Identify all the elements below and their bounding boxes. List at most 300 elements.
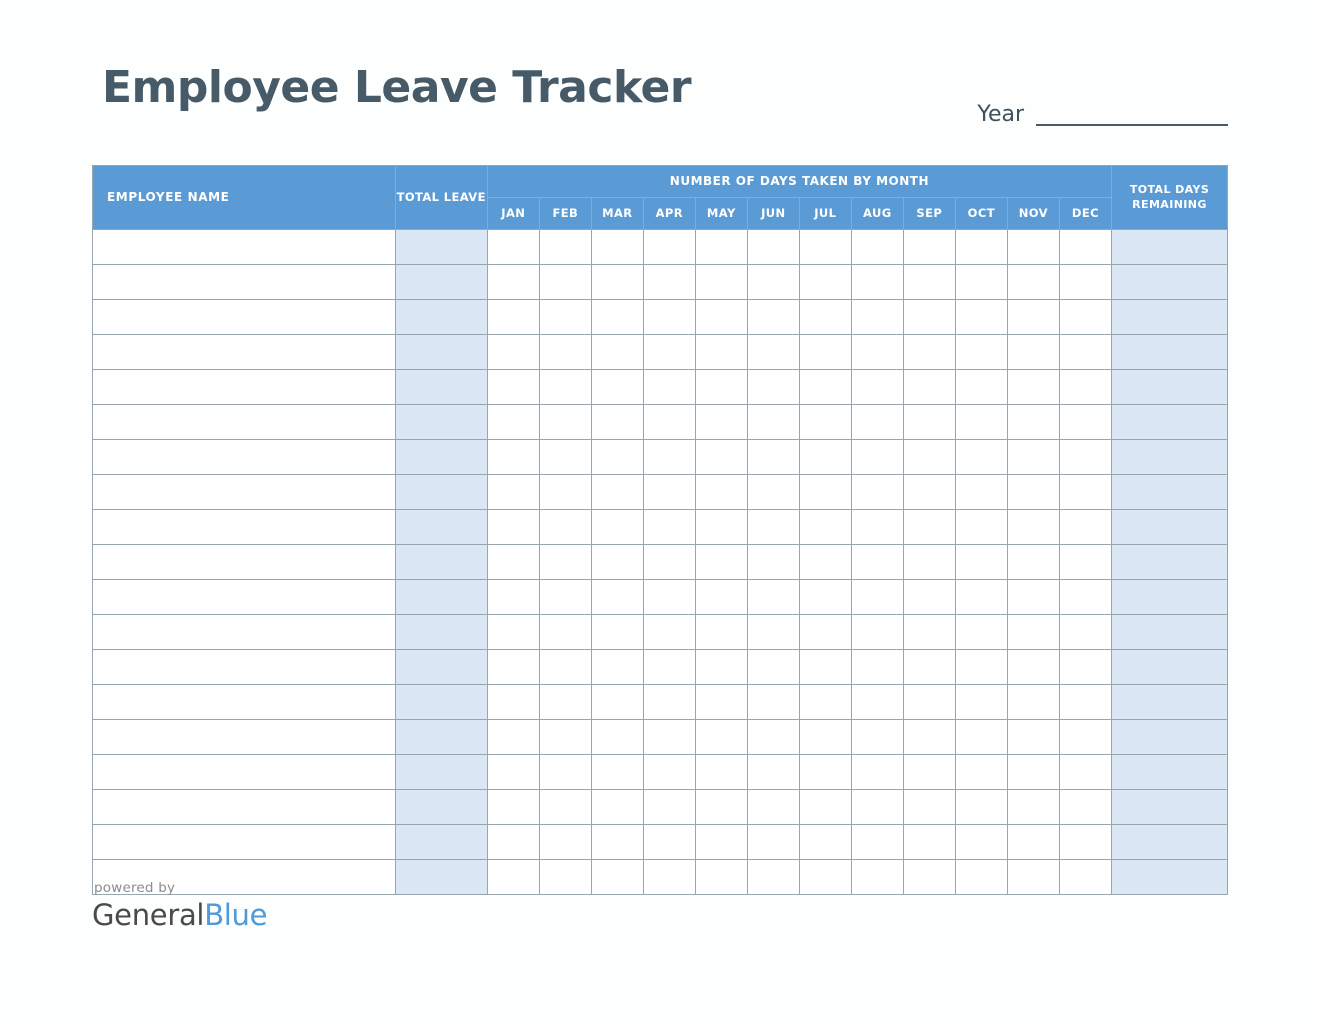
cell-month-sep[interactable] [903,405,955,440]
cell-month-sep[interactable] [903,825,955,860]
cell-month-apr[interactable] [643,650,695,685]
cell-month-feb[interactable] [539,335,591,370]
cell-total-leave[interactable] [395,335,487,370]
cell-month-apr[interactable] [643,405,695,440]
cell-month-jul[interactable] [799,440,851,475]
table-row [93,720,1228,755]
cell-month-jan[interactable] [487,335,539,370]
cell-month-sep[interactable] [903,790,955,825]
cell-month-jun[interactable] [747,685,799,720]
cell-employee-name[interactable] [93,510,396,545]
cell-month-mar[interactable] [591,790,643,825]
cell-employee-name[interactable] [93,230,396,265]
cell-month-sep[interactable] [903,300,955,335]
cell-employee-name[interactable] [93,265,396,300]
cell-month-dec[interactable] [1059,580,1111,615]
cell-month-jun[interactable] [747,790,799,825]
cell-month-jun[interactable] [747,405,799,440]
cell-month-nov[interactable] [1007,370,1059,405]
cell-month-apr[interactable] [643,510,695,545]
cell-month-dec[interactable] [1059,720,1111,755]
cell-total-days-remaining[interactable] [1112,650,1228,685]
cell-month-feb[interactable] [539,230,591,265]
cell-month-aug[interactable] [851,545,903,580]
cell-month-apr[interactable] [643,720,695,755]
cell-employee-name[interactable] [93,825,396,860]
cell-month-oct[interactable] [955,615,1007,650]
cell-total-days-remaining[interactable] [1112,440,1228,475]
cell-month-jun[interactable] [747,825,799,860]
cell-month-jul[interactable] [799,650,851,685]
cell-month-feb[interactable] [539,265,591,300]
cell-month-oct[interactable] [955,510,1007,545]
cell-month-sep[interactable] [903,720,955,755]
cell-month-nov[interactable] [1007,790,1059,825]
cell-total-leave[interactable] [395,265,487,300]
cell-month-jun[interactable] [747,860,799,895]
cell-month-jun[interactable] [747,510,799,545]
cell-employee-name[interactable] [93,685,396,720]
cell-month-jun[interactable] [747,265,799,300]
cell-month-dec[interactable] [1059,860,1111,895]
cell-month-nov[interactable] [1007,650,1059,685]
year-input[interactable] [1036,100,1228,126]
cell-month-may[interactable] [695,615,747,650]
cell-month-oct[interactable] [955,790,1007,825]
cell-total-days-remaining[interactable] [1112,720,1228,755]
cell-month-feb[interactable] [539,615,591,650]
cell-month-jul[interactable] [799,230,851,265]
cell-total-leave[interactable] [395,825,487,860]
cell-month-aug[interactable] [851,860,903,895]
cell-month-aug[interactable] [851,580,903,615]
cell-total-days-remaining[interactable] [1112,370,1228,405]
cell-month-may[interactable] [695,650,747,685]
cell-month-feb[interactable] [539,720,591,755]
cell-month-sep[interactable] [903,265,955,300]
cell-month-dec[interactable] [1059,510,1111,545]
cell-employee-name[interactable] [93,475,396,510]
cell-month-mar[interactable] [591,510,643,545]
cell-month-mar[interactable] [591,755,643,790]
cell-employee-name[interactable] [93,650,396,685]
cell-total-days-remaining[interactable] [1112,685,1228,720]
cell-month-mar[interactable] [591,615,643,650]
cell-month-sep[interactable] [903,440,955,475]
cell-month-feb[interactable] [539,650,591,685]
cell-month-nov[interactable] [1007,720,1059,755]
cell-month-may[interactable] [695,580,747,615]
cell-month-mar[interactable] [591,475,643,510]
cell-month-mar[interactable] [591,545,643,580]
cell-month-may[interactable] [695,720,747,755]
cell-month-nov[interactable] [1007,685,1059,720]
cell-month-jun[interactable] [747,300,799,335]
cell-month-dec[interactable] [1059,300,1111,335]
cell-month-jun[interactable] [747,720,799,755]
cell-total-days-remaining[interactable] [1112,580,1228,615]
cell-total-days-remaining[interactable] [1112,790,1228,825]
cell-month-nov[interactable] [1007,300,1059,335]
cell-employee-name[interactable] [93,790,396,825]
cell-month-jan[interactable] [487,510,539,545]
cell-month-jan[interactable] [487,300,539,335]
cell-month-apr[interactable] [643,790,695,825]
cell-month-jan[interactable] [487,790,539,825]
cell-month-sep[interactable] [903,510,955,545]
cell-month-oct[interactable] [955,230,1007,265]
cell-month-apr[interactable] [643,860,695,895]
cell-month-may[interactable] [695,300,747,335]
cell-month-aug[interactable] [851,370,903,405]
cell-month-mar[interactable] [591,685,643,720]
cell-month-aug[interactable] [851,615,903,650]
cell-month-dec[interactable] [1059,335,1111,370]
cell-month-mar[interactable] [591,720,643,755]
cell-month-jul[interactable] [799,580,851,615]
cell-total-leave[interactable] [395,580,487,615]
column-header-month-may: MAY [695,198,747,230]
cell-employee-name[interactable] [93,580,396,615]
year-label: Year [977,102,1024,127]
cell-month-feb[interactable] [539,370,591,405]
cell-month-apr[interactable] [643,370,695,405]
cell-month-mar[interactable] [591,405,643,440]
cell-month-nov[interactable] [1007,230,1059,265]
cell-month-mar[interactable] [591,440,643,475]
cell-month-feb[interactable] [539,685,591,720]
cell-month-jul[interactable] [799,300,851,335]
cell-total-leave[interactable] [395,475,487,510]
cell-total-days-remaining[interactable] [1112,755,1228,790]
cell-month-jan[interactable] [487,545,539,580]
cell-total-days-remaining[interactable] [1112,265,1228,300]
cell-month-sep[interactable] [903,860,955,895]
table-row [93,650,1228,685]
cell-month-sep[interactable] [903,370,955,405]
cell-month-mar[interactable] [591,860,643,895]
cell-month-feb[interactable] [539,300,591,335]
cell-month-sep[interactable] [903,650,955,685]
cell-month-feb[interactable] [539,790,591,825]
cell-month-apr[interactable] [643,545,695,580]
cell-month-jan[interactable] [487,370,539,405]
cell-month-mar[interactable] [591,335,643,370]
cell-total-leave[interactable] [395,510,487,545]
cell-total-leave[interactable] [395,860,487,895]
cell-month-jun[interactable] [747,545,799,580]
cell-employee-name[interactable] [93,545,396,580]
cell-month-may[interactable] [695,825,747,860]
cell-month-jul[interactable] [799,510,851,545]
cell-total-leave[interactable] [395,440,487,475]
cell-total-days-remaining[interactable] [1112,545,1228,580]
cell-employee-name[interactable] [93,405,396,440]
cell-month-aug[interactable] [851,230,903,265]
cell-month-nov[interactable] [1007,510,1059,545]
cell-month-mar[interactable] [591,265,643,300]
cell-month-feb[interactable] [539,860,591,895]
cell-total-leave[interactable] [395,370,487,405]
cell-month-jul[interactable] [799,545,851,580]
column-header-month-aug: AUG [851,198,903,230]
cell-month-may[interactable] [695,265,747,300]
cell-month-oct[interactable] [955,370,1007,405]
cell-month-sep[interactable] [903,545,955,580]
cell-month-jul[interactable] [799,370,851,405]
cell-month-feb[interactable] [539,440,591,475]
cell-month-dec[interactable] [1059,230,1111,265]
cell-month-apr[interactable] [643,580,695,615]
cell-month-apr[interactable] [643,300,695,335]
cell-month-dec[interactable] [1059,825,1111,860]
cell-month-oct[interactable] [955,545,1007,580]
cell-month-mar[interactable] [591,650,643,685]
cell-month-aug[interactable] [851,300,903,335]
cell-month-sep[interactable] [903,335,955,370]
cell-month-nov[interactable] [1007,265,1059,300]
cell-month-may[interactable] [695,685,747,720]
cell-month-mar[interactable] [591,825,643,860]
cell-month-jan[interactable] [487,440,539,475]
cell-month-feb[interactable] [539,475,591,510]
cell-month-jun[interactable] [747,615,799,650]
cell-month-jul[interactable] [799,685,851,720]
cell-month-apr[interactable] [643,825,695,860]
cell-employee-name[interactable] [93,370,396,405]
table-row [93,300,1228,335]
cell-total-leave[interactable] [395,755,487,790]
cell-month-nov[interactable] [1007,580,1059,615]
cell-month-oct[interactable] [955,580,1007,615]
cell-month-feb[interactable] [539,755,591,790]
cell-month-oct[interactable] [955,300,1007,335]
cell-total-days-remaining[interactable] [1112,300,1228,335]
cell-total-leave[interactable] [395,545,487,580]
cell-month-aug[interactable] [851,685,903,720]
cell-month-oct[interactable] [955,265,1007,300]
cell-total-leave[interactable] [395,405,487,440]
cell-month-oct[interactable] [955,860,1007,895]
table-row [93,755,1228,790]
cell-month-mar[interactable] [591,230,643,265]
cell-month-may[interactable] [695,370,747,405]
cell-month-jan[interactable] [487,650,539,685]
cell-month-apr[interactable] [643,440,695,475]
cell-month-may[interactable] [695,860,747,895]
cell-month-aug[interactable] [851,825,903,860]
cell-month-sep[interactable] [903,685,955,720]
cell-month-oct[interactable] [955,475,1007,510]
cell-total-leave[interactable] [395,790,487,825]
cell-total-leave[interactable] [395,650,487,685]
cell-month-nov[interactable] [1007,545,1059,580]
cell-total-days-remaining[interactable] [1112,405,1228,440]
cell-total-days-remaining[interactable] [1112,230,1228,265]
table-row [93,475,1228,510]
cell-month-aug[interactable] [851,790,903,825]
cell-month-jul[interactable] [799,475,851,510]
cell-month-feb[interactable] [539,545,591,580]
cell-month-jan[interactable] [487,825,539,860]
cell-employee-name[interactable] [93,335,396,370]
cell-month-sep[interactable] [903,475,955,510]
footer-branding [92,880,267,932]
cell-month-nov[interactable] [1007,860,1059,895]
cell-month-aug[interactable] [851,475,903,510]
cell-month-jul[interactable] [799,860,851,895]
cell-month-jul[interactable] [799,825,851,860]
cell-month-apr[interactable] [643,615,695,650]
cell-month-dec[interactable] [1059,755,1111,790]
cell-month-sep[interactable] [903,615,955,650]
cell-month-jul[interactable] [799,615,851,650]
cell-month-may[interactable] [695,755,747,790]
cell-month-may[interactable] [695,545,747,580]
cell-month-apr[interactable] [643,475,695,510]
cell-month-jun[interactable] [747,755,799,790]
cell-month-may[interactable] [695,230,747,265]
cell-month-aug[interactable] [851,720,903,755]
cell-month-jul[interactable] [799,790,851,825]
cell-month-apr[interactable] [643,335,695,370]
cell-month-sep[interactable] [903,755,955,790]
cell-month-dec[interactable] [1059,405,1111,440]
cell-month-dec[interactable] [1059,545,1111,580]
cell-month-jan[interactable] [487,265,539,300]
cell-month-oct[interactable] [955,685,1007,720]
cell-month-dec[interactable] [1059,685,1111,720]
cell-month-dec[interactable] [1059,265,1111,300]
cell-month-dec[interactable] [1059,790,1111,825]
cell-total-leave[interactable] [395,615,487,650]
cell-month-nov[interactable] [1007,825,1059,860]
cell-month-dec[interactable] [1059,440,1111,475]
cell-month-jun[interactable] [747,370,799,405]
cell-month-aug[interactable] [851,755,903,790]
cell-month-may[interactable] [695,405,747,440]
cell-month-nov[interactable] [1007,475,1059,510]
cell-month-aug[interactable] [851,405,903,440]
cell-month-apr[interactable] [643,685,695,720]
cell-month-may[interactable] [695,440,747,475]
cell-month-oct[interactable] [955,650,1007,685]
cell-month-jan[interactable] [487,755,539,790]
cell-total-leave[interactable] [395,685,487,720]
cell-month-jan[interactable] [487,615,539,650]
cell-total-leave[interactable] [395,230,487,265]
column-header-month-apr: APR [643,198,695,230]
cell-month-nov[interactable] [1007,440,1059,475]
cell-month-jan[interactable] [487,860,539,895]
cell-month-nov[interactable] [1007,615,1059,650]
cell-month-apr[interactable] [643,265,695,300]
cell-employee-name[interactable] [93,615,396,650]
cell-month-may[interactable] [695,790,747,825]
cell-month-sep[interactable] [903,230,955,265]
cell-total-days-remaining[interactable] [1112,335,1228,370]
cell-month-jun[interactable] [747,230,799,265]
cell-month-mar[interactable] [591,580,643,615]
cell-employee-name[interactable] [93,720,396,755]
cell-month-dec[interactable] [1059,475,1111,510]
column-header-month-nov: NOV [1007,198,1059,230]
cell-total-days-remaining[interactable] [1112,825,1228,860]
cell-month-may[interactable] [695,510,747,545]
cell-month-jul[interactable] [799,335,851,370]
cell-month-mar[interactable] [591,370,643,405]
powered-by-label: powered by [94,880,176,896]
cell-month-oct[interactable] [955,755,1007,790]
cell-month-jul[interactable] [799,405,851,440]
cell-month-jun[interactable] [747,580,799,615]
cell-month-nov[interactable] [1007,755,1059,790]
cell-month-jan[interactable] [487,405,539,440]
cell-month-aug[interactable] [851,265,903,300]
cell-month-mar[interactable] [591,300,643,335]
cell-month-nov[interactable] [1007,335,1059,370]
cell-month-feb[interactable] [539,510,591,545]
cell-employee-name[interactable] [93,300,396,335]
cell-total-days-remaining[interactable] [1112,860,1228,895]
cell-month-aug[interactable] [851,335,903,370]
cell-month-jul[interactable] [799,720,851,755]
cell-month-oct[interactable] [955,825,1007,860]
cell-month-aug[interactable] [851,650,903,685]
cell-month-feb[interactable] [539,580,591,615]
cell-month-apr[interactable] [643,755,695,790]
cell-month-dec[interactable] [1059,650,1111,685]
cell-month-oct[interactable] [955,720,1007,755]
cell-month-may[interactable] [695,335,747,370]
cell-month-oct[interactable] [955,335,1007,370]
cell-month-jul[interactable] [799,265,851,300]
cell-month-oct[interactable] [955,440,1007,475]
cell-month-oct[interactable] [955,405,1007,440]
cell-total-days-remaining[interactable] [1112,475,1228,510]
cell-month-jun[interactable] [747,440,799,475]
cell-month-jan[interactable] [487,230,539,265]
cell-month-jan[interactable] [487,580,539,615]
cell-month-feb[interactable] [539,405,591,440]
cell-month-may[interactable] [695,475,747,510]
cell-total-days-remaining[interactable] [1112,510,1228,545]
cell-month-dec[interactable] [1059,615,1111,650]
table-row [93,545,1228,580]
cell-month-apr[interactable] [643,230,695,265]
cell-month-jan[interactable] [487,720,539,755]
cell-month-jun[interactable] [747,335,799,370]
page-title: Employee Leave Tracker [102,62,692,113]
cell-total-leave[interactable] [395,720,487,755]
cell-employee-name[interactable] [93,755,396,790]
cell-month-jan[interactable] [487,475,539,510]
column-header-employee-name: EMPLOYEE NAME [93,166,396,230]
cell-month-jan[interactable] [487,685,539,720]
cell-month-nov[interactable] [1007,405,1059,440]
cell-month-sep[interactable] [903,580,955,615]
cell-month-aug[interactable] [851,440,903,475]
cell-month-dec[interactable] [1059,370,1111,405]
cell-total-leave[interactable] [395,300,487,335]
cell-employee-name[interactable] [93,440,396,475]
cell-month-jun[interactable] [747,475,799,510]
cell-month-jun[interactable] [747,650,799,685]
cell-month-aug[interactable] [851,510,903,545]
cell-total-days-remaining[interactable] [1112,615,1228,650]
cell-month-jul[interactable] [799,755,851,790]
cell-month-feb[interactable] [539,825,591,860]
